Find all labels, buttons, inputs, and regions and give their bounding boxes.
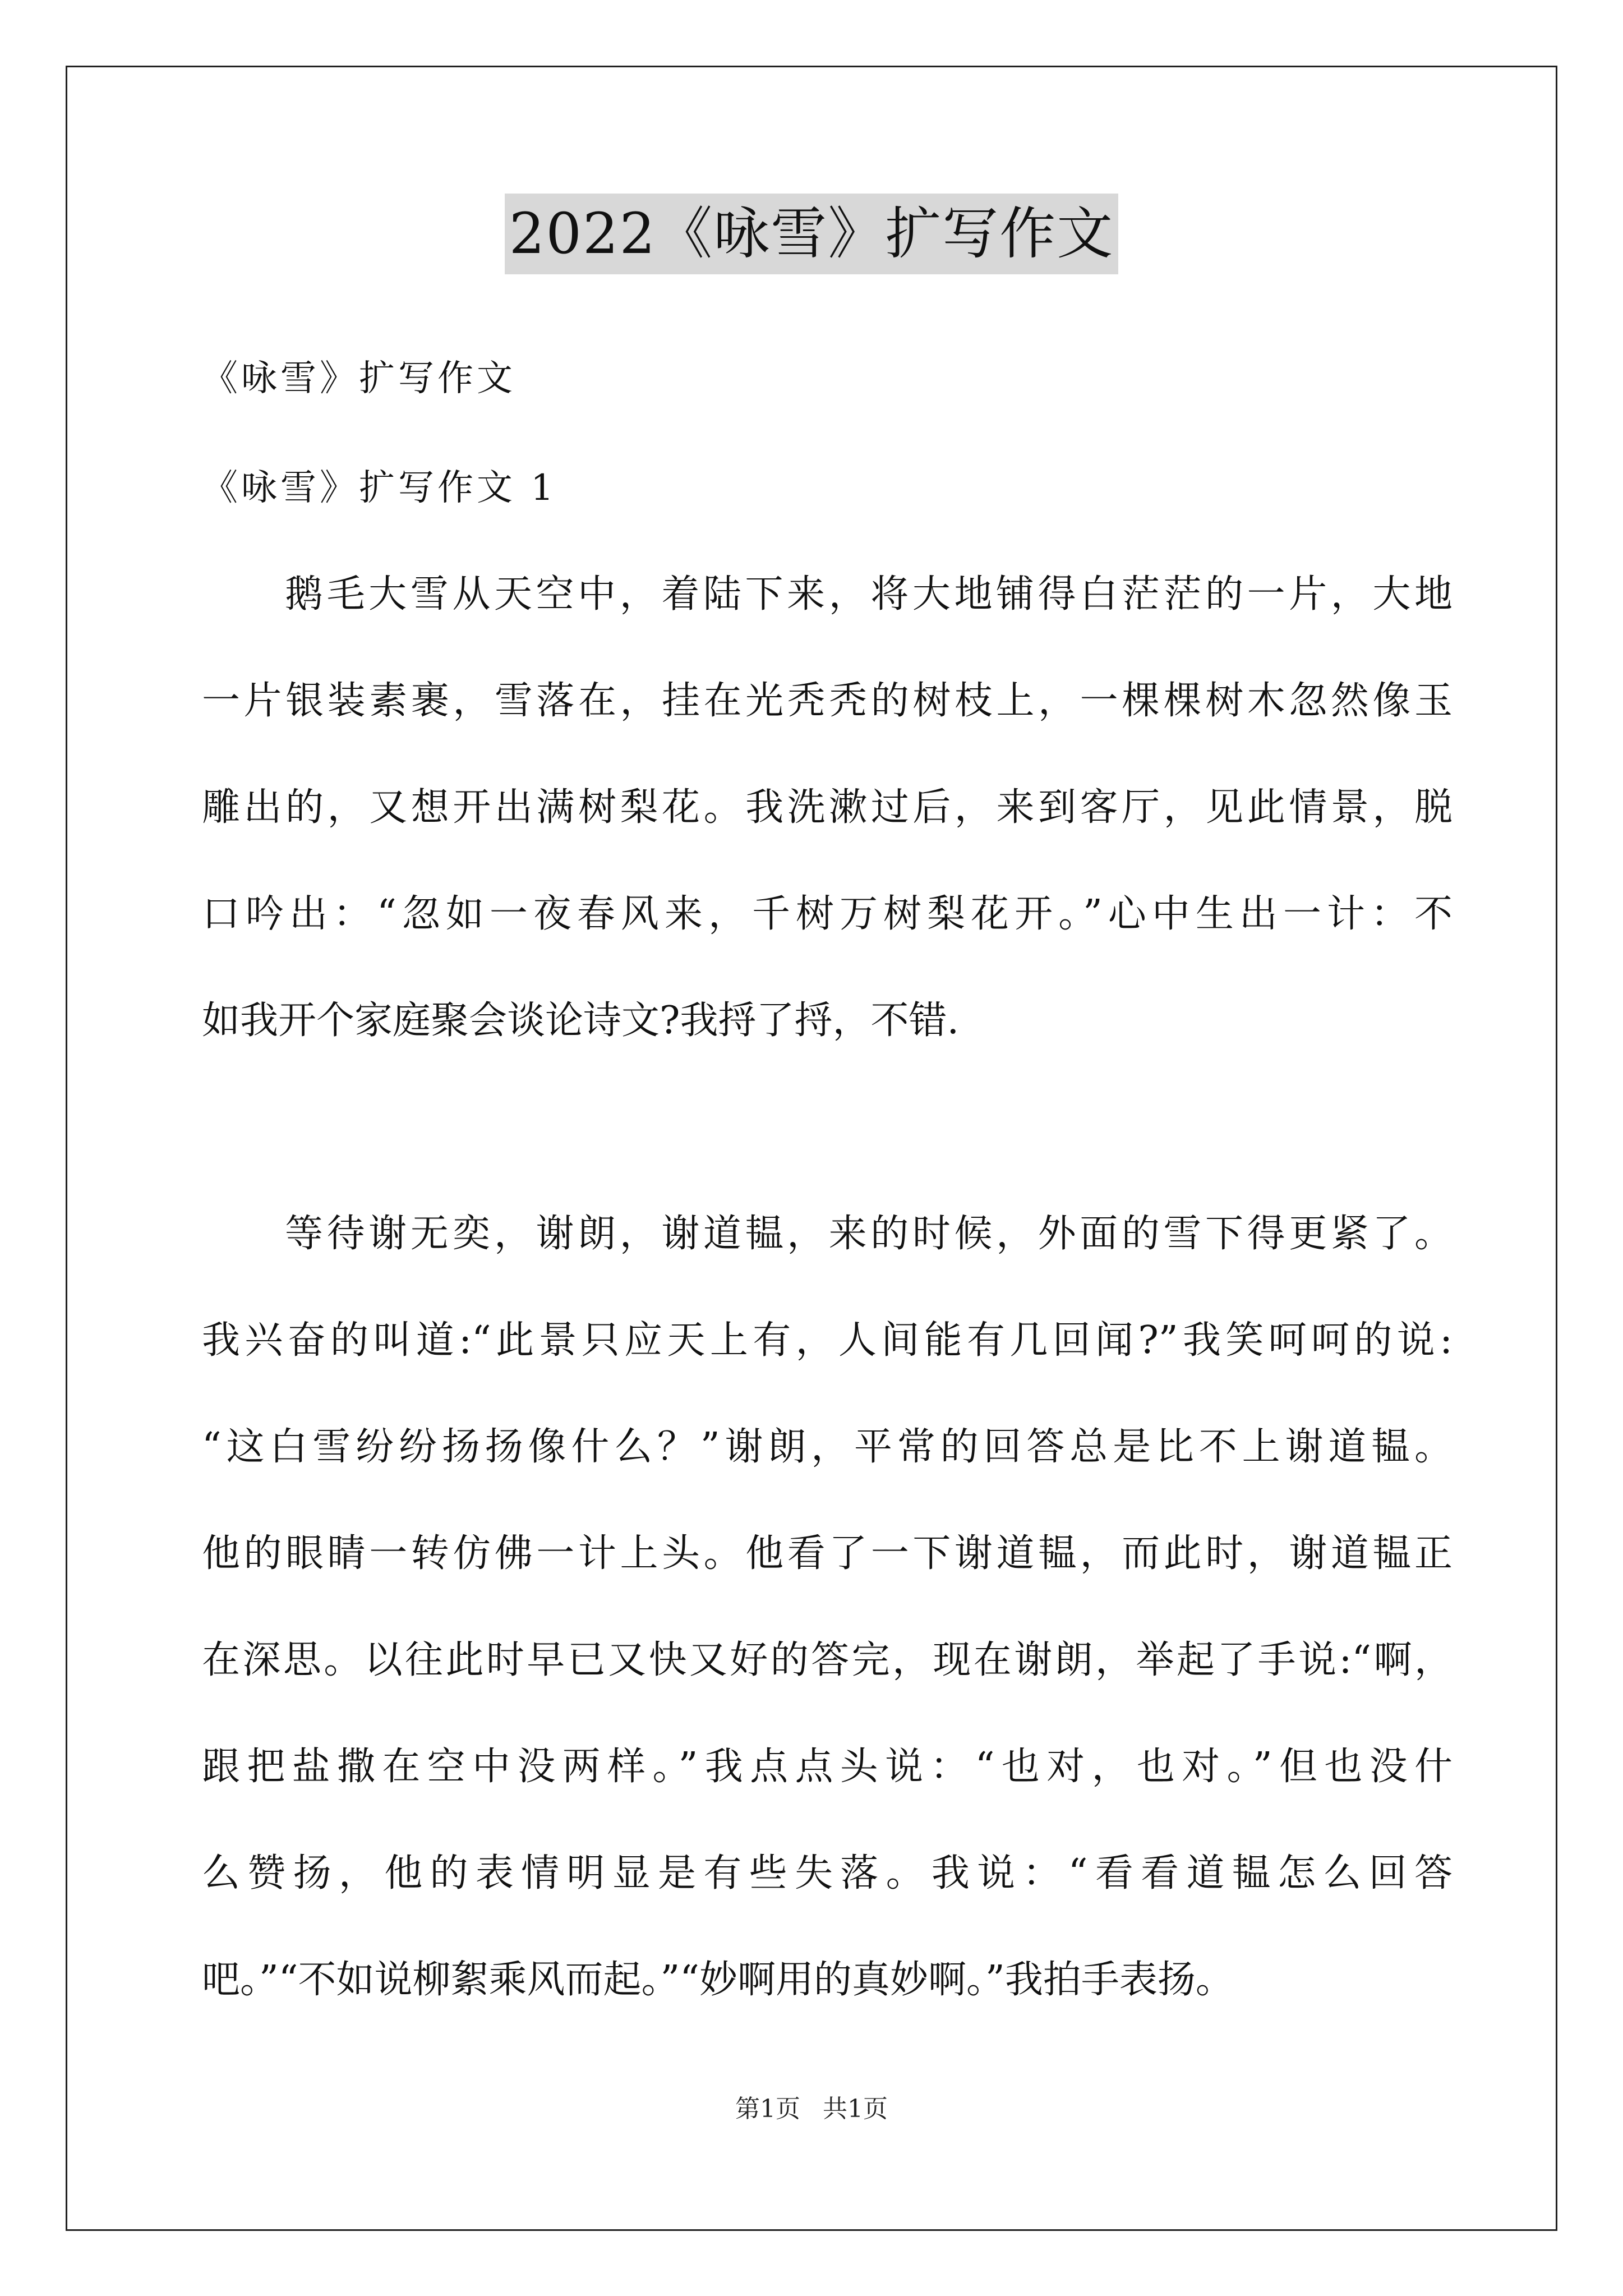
document-title: 2022《咏雪》扩写作文 [505, 194, 1119, 274]
paragraph-line: 在深思。以往此时早已又快又好的答完，现在谢朗，举起了手说:“啊， [202, 1638, 1453, 1682]
section-heading: 《咏雪》扩写作文 1 [202, 467, 557, 509]
paragraph-line: 一片银装素裹，雪落在，挂在光秃秃的树枝上，一棵棵树木忽然像玉 [202, 679, 1453, 723]
paragraph-line: 吧。”“不如说柳絮乘风而起。”“妙啊用的真妙啊。”我拍手表扬。 [202, 1958, 1234, 2002]
paragraph-line: 等待谢无奕，谢朗，谢道韫，来的时候，外面的雪下得更紧了。 [285, 1212, 1453, 1256]
document-subtitle: 《咏雪》扩写作文 [202, 358, 516, 399]
paragraph-line: 我兴奋的叫道:“此景只应天上有，人间能有几回闻?”我笑呵呵的说: [202, 1318, 1453, 1363]
document-title-wrapper [0, 194, 1623, 274]
paragraph-line: 跟把盐撒在空中没两样。”我点点头说：“也对，也对。”但也没什 [202, 1745, 1453, 1789]
paragraph-line: 他的眼睛一转仿佛一计上头。他看了一下谢道韫，而此时，谢道韫正 [202, 1531, 1453, 1576]
paragraph-line: 鹅毛大雪从天空中，着陆下来，将大地铺得白茫茫的一片，大地 [285, 572, 1453, 616]
paragraph-line: “这白雪纷纷扬扬像什么？”谢朗，平常的回答总是比不上谢道韫。 [202, 1425, 1453, 1469]
paragraph-line: 么赞扬，他的表情明显是有些失落。我说：“看看道韫怎么回答 [202, 1851, 1453, 1895]
page-number: 第1页 [735, 2095, 800, 2123]
paragraph-line: 口吟出：“忽如一夜春风来，千树万树梨花开。”心中生出一计：不 [202, 892, 1453, 936]
page-footer [0, 2092, 1623, 2126]
paragraph-line: 雕出的，又想开出满树梨花。我洗漱过后，来到客厅，见此情景，脱 [202, 785, 1453, 830]
page-total: 共1页 [823, 2095, 888, 2123]
paragraph-line: 如我开个家庭聚会谈论诗文?我捋了捋，不错. [202, 999, 960, 1043]
